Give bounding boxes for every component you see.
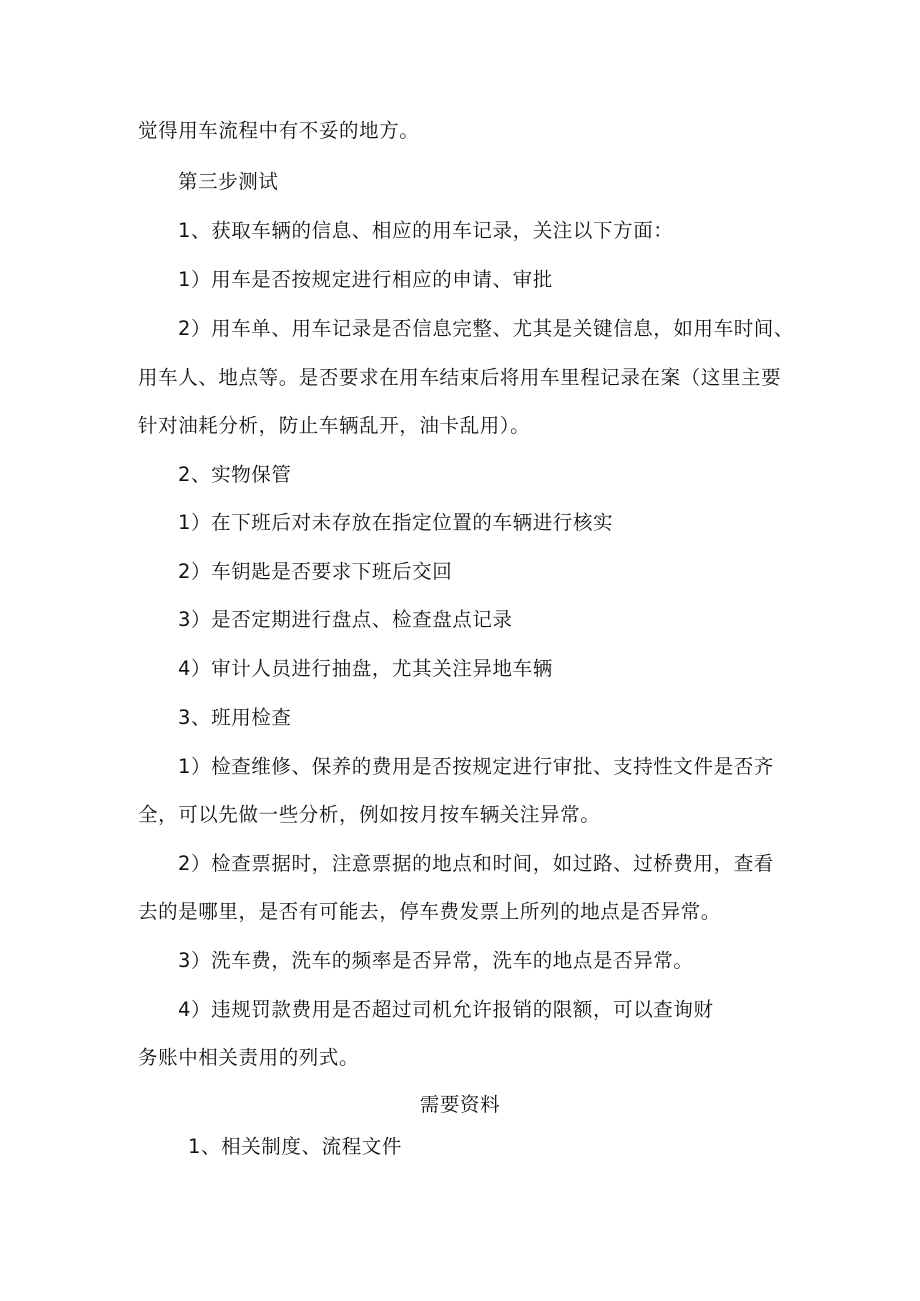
paragraph-line: 用车人、地点等。是否要求在用车结束后将用车里程记录在案（这里主要 [138, 366, 782, 389]
list-item: 3）洗车费，洗车的频率是否异常，洗车的地点是否异常。 [178, 949, 694, 972]
list-item: 4）违规罚款费用是否超过司机允许报销的限额，可以查询财 [178, 998, 714, 1021]
list-item: 1）在下班后对未存放在指定位置的车辆进行核实 [178, 511, 614, 534]
paragraph-line: 针对油耗分析，防止车辆乱开，油卡乱用）。 [138, 414, 531, 437]
list-item: 2）用车单、用车记录是否信息完整、尤其是关键信息，如用车时间、 [178, 317, 795, 340]
list-item: 1、获取车辆的信息、相应的用车记录，关注以下方面： [178, 219, 674, 242]
paragraph-line: 去的是哪里，是否有可能去，停车费发票上所列的地点是否异常。 [138, 900, 721, 923]
section-heading-centered: 需要资料 [419, 1093, 501, 1116]
paragraph-line: 觉得用车流程中有不妥的地方。 [138, 119, 420, 142]
list-item: 2、实物保管 [178, 463, 292, 486]
paragraph-line: 务账中相关责用的列式。 [138, 1046, 360, 1069]
list-item: 4）审计人员进行抽盘，尤其关注异地车辆 [178, 657, 553, 680]
list-item: 1）用车是否按规定进行相应的申请、审批 [178, 268, 553, 291]
list-item: 1）检查维修、保养的费用是否按规定进行审批、支持性文件是否齐 [178, 755, 774, 778]
list-item: 1、相关制度、流程文件 [188, 1135, 403, 1158]
list-item: 3）是否定期进行盘点、检查盘点记录 [178, 608, 513, 631]
paragraph-line: 全，可以先做一些分析，例如按月按车辆关注异常。 [138, 803, 601, 826]
section-heading: 第三步测试 [178, 170, 279, 193]
list-item: 2）车钥匙是否要求下班后交回 [178, 560, 453, 583]
list-item: 2）检查票据时，注意票据的地点和时间，如过路、过桥费用，查看 [178, 852, 774, 875]
list-item: 3、班用检查 [178, 706, 292, 729]
